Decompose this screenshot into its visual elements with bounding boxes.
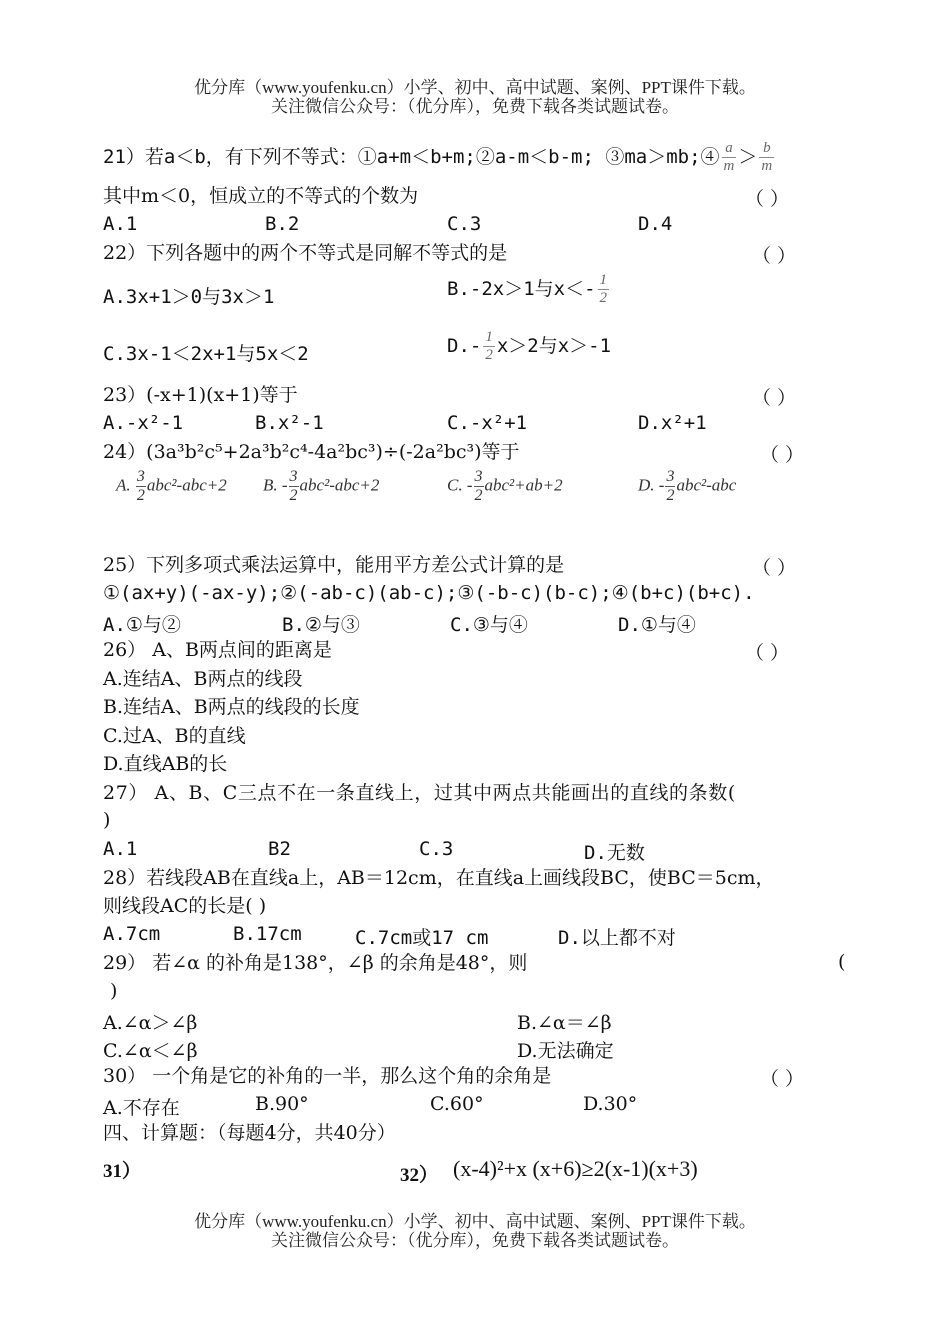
q25-answer-blank: （ ） [752, 557, 797, 579]
q24-option-a: A. $\frac{3}{2}$ abc²-abc+2 [116, 468, 227, 504]
q29-option-a: A.∠α＞∠β [103, 1012, 198, 1034]
q25-option-a: A.①与② [103, 614, 181, 636]
q29-option-d: D.无法确定 [517, 1040, 614, 1062]
q21-line2: 其中m＜0，恒成立的不等式的个数为 [103, 185, 419, 207]
q24-option-c: C. - $\frac{3}{2}$ abc²+ab+2 [447, 468, 563, 504]
q26-option-a: A.连结A、B两点的线段 [103, 668, 303, 690]
q22-option-a: A.3x+1＞0与3x＞1 [103, 286, 275, 308]
q25-option-b: B.②与③ [282, 614, 360, 636]
q29-stem: 29） 若∠α 的补角是138°，∠β 的余角是48°，则 [103, 952, 528, 974]
q26-option-b: B.连结A、B两点的线段的长度 [103, 696, 360, 718]
q28-option-d: D.以上都不对 [558, 927, 676, 949]
q26-stem: 26） A、B两点间的距离是 [103, 639, 332, 661]
q21-option-c: C.3 [447, 213, 482, 235]
section-4-heading: 四、计算题：（每题4分，共40分） [103, 1122, 396, 1144]
q27-option-c: C.3 [419, 838, 454, 860]
q30-option-b: B.90° [255, 1093, 309, 1115]
q27-line2: ) [103, 809, 111, 831]
q21-fraction-a-over-m: $\frac{a}{m}$ [723, 140, 735, 174]
q25-line2: ①(ax+y)(-ax-y);②(-ab-c)(ab-c);③(-b-c)(b-c);④(b+c)(b+c). [103, 582, 755, 604]
q30-option-d: D.30° [583, 1093, 638, 1115]
q26-option-d: D.直线AB的长 [103, 753, 228, 775]
q21-stem: 21）若a＜b，有下列不等式：①a+m＜b+m;②a-m＜b-m; ③ma＞mb;④ $\frac{a}{m}$ ＞ $\frac{b}{m}$ [103, 140, 773, 174]
q25-option-c: C.③与④ [450, 614, 528, 636]
footer-line-1: 优分库（www.youfenku.cn）小学、初中、高中试题、案例、PPT课件下载。 [194, 1212, 756, 1231]
q23-option-d: D.x²+1 [638, 412, 707, 434]
q22-answer-blank: （ ） [752, 245, 797, 267]
q29-option-c: C.∠α＜∠β [103, 1040, 198, 1062]
q23-option-b: B.x²-1 [255, 412, 324, 434]
q22-stem: 22）下列各题中的两个不等式是同解不等式的是 [103, 242, 508, 264]
q29-option-b: B.∠α＝∠β [517, 1012, 612, 1034]
q22-option-d: D.- $\frac{1}{2}$ x＞2与x＞-1 [447, 329, 612, 363]
q31-label: 31） [103, 1161, 142, 1182]
footer-line-2: 关注微信公众号：（优分库），免费下载各类试题试卷。 [271, 1231, 679, 1250]
header-line-1: 优分库（www.youfenku.cn）小学、初中、高中试题、案例、PPT课件下载。 [194, 78, 756, 97]
header-line-2: 关注微信公众号：（优分库），免费下载各类试题试卷。 [271, 97, 679, 116]
q30-option-a: A.不存在 [103, 1097, 180, 1119]
q24-option-b: B. - $\frac{3}{2}$ abc²-abc+2 [263, 468, 380, 504]
q28-option-b: B.17cm [233, 923, 302, 945]
q28-option-a: A.7cm [103, 923, 161, 945]
q21-fraction-b-over-m: $\frac{b}{m}$ [761, 140, 773, 174]
q27-stem: 27） A、B、C三点不在一条直线上，过其中两点共能画出的直线的条数( [103, 782, 736, 804]
q21-answer-blank: （ ） [745, 188, 790, 210]
q24-answer-blank: （ ） [760, 444, 805, 466]
q25-option-d: D.①与④ [618, 614, 696, 636]
q23-answer-blank: （ ） [752, 387, 797, 409]
q29-line2: ) [110, 980, 118, 1002]
q22-option-b: B.-2x＞1与x＜- $\frac{1}{2}$ [447, 272, 608, 306]
q23-option-a: A.-x²-1 [103, 412, 184, 434]
q27-option-b: B2 [268, 838, 291, 860]
q32-label: 32） [400, 1165, 439, 1186]
q22-fraction-half: $\frac{1}{2}$ [485, 329, 493, 363]
q32-expression: (x-4)²+x (x+6)≥2(x-1)(x+3) [453, 1156, 698, 1181]
q21-option-d: D.4 [638, 213, 673, 235]
q29-paren-open: ( [838, 951, 846, 973]
q26-option-c: C.过A、B的直线 [103, 725, 246, 747]
q30-stem: 30） 一个角是它的补角的一半，那么这个角的余角是 [103, 1065, 552, 1087]
q22-fraction-half: $\frac{1}{2}$ [599, 272, 608, 306]
q24-option-d: D. - $\frac{3}{2}$ abc²-abc [638, 468, 737, 504]
q28-stem: 28）若线段AB在直线a上，AB＝12cm，在直线a上画线段BC，使BC＝5cm， [103, 867, 775, 889]
q23-stem: 23）(-x+1)(x+1)等于 [103, 384, 298, 406]
q21-option-a: A.1 [103, 213, 138, 235]
q26-answer-blank: （ ） [745, 642, 790, 664]
q21-option-b: B.2 [265, 213, 300, 235]
q28-option-c: C.7cm或17 cm [355, 927, 489, 949]
q23-option-c: C.-x²+1 [447, 412, 528, 434]
q25-stem: 25）下列多项式乘法运算中，能用平方差公式计算的是 [103, 554, 565, 576]
q24-stem: 24）(3a³b²c⁵+2a³b²c⁴-4a²bc³)÷(-2a²bc³)等于 [103, 441, 520, 463]
q30-answer-blank: （ ） [760, 1068, 805, 1090]
q30-option-c: C.60° [430, 1093, 484, 1115]
q27-option-d: D.无数 [584, 842, 645, 864]
q22-option-c: C.3x-1＜2x+1与5x＜2 [103, 343, 309, 365]
q28-line2: 则线段AC的长是( ) [103, 895, 267, 917]
q27-option-a: A.1 [103, 838, 138, 860]
